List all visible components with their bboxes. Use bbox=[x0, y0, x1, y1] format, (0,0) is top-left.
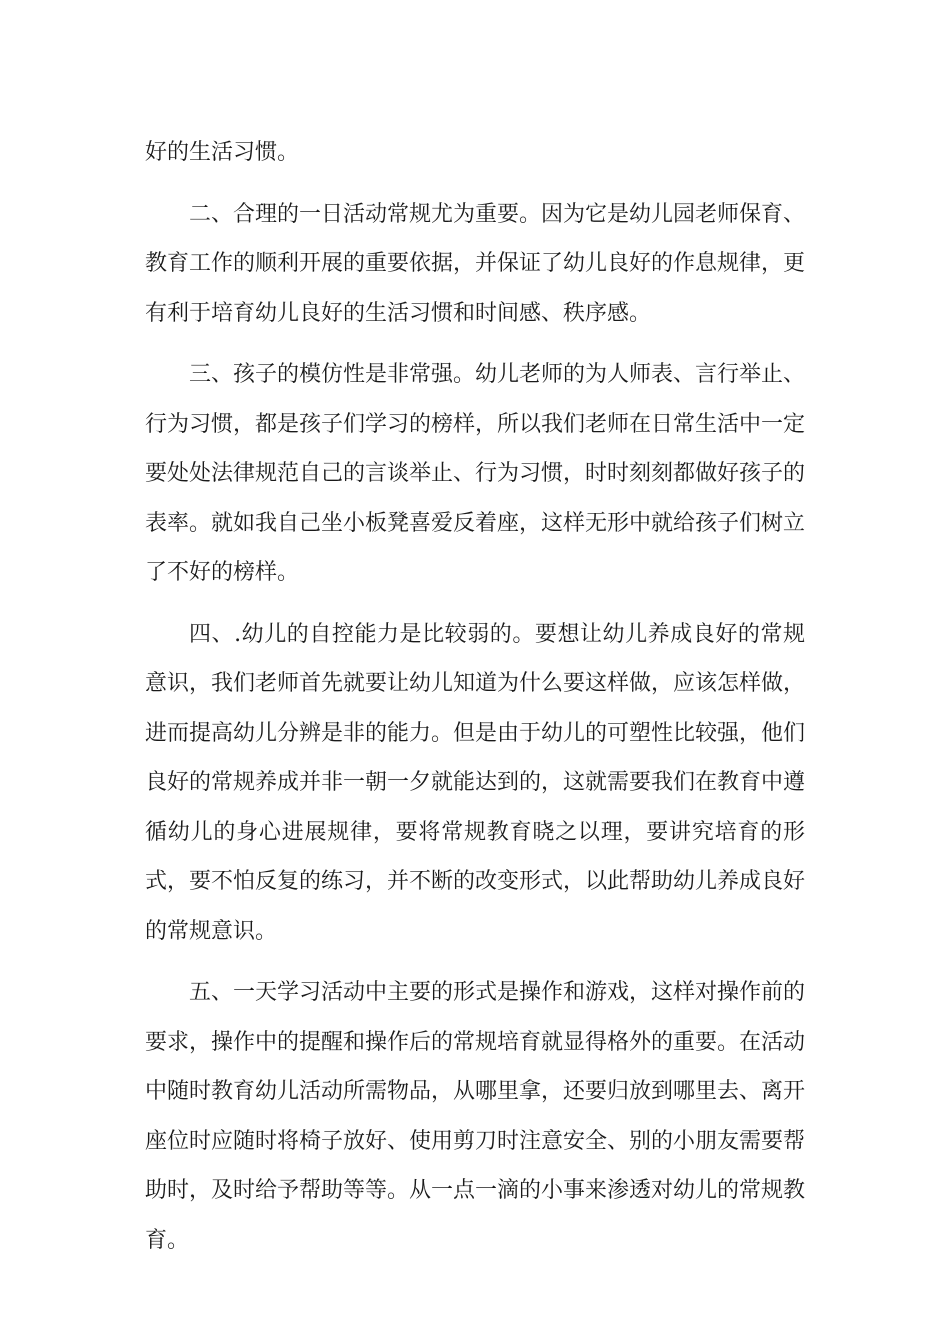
paragraph-continuation: 好的生活习惯。 bbox=[145, 140, 300, 165]
paragraph-item-3: 三、孩子的模仿性是非常强。幼儿老师的为人师表、言行举止、行为习惯，都是孩子们学习的榜样，所以我们老师在日常生活中一定要处处法律规范自己的言谈举止、行为习惯，时时刻刻都做好孩子的表率。就如我自己坐小板凳喜爱反着座，这样无形中就给孩子们树立了不好的榜样。 bbox=[145, 362, 806, 585]
paragraph-item-5: 五、一天学习活动中主要的形式是操作和游戏，这样对操作前的要求，操作中的提醒和操作后的常规培育就显得格外的重要。在活动中随时教育幼儿活动所需物品，从哪里拿，还要归放到哪里去、离开座位时应随时将椅子放好、使用剪刀时注意安全、别的小朋友需要帮助时，及时给予帮助等等。从一点一滴的小事来渗透对幼儿的常规教育。 bbox=[145, 980, 806, 1253]
paragraph-item-4: 四、.幼儿的自控能力是比较弱的。要想让幼儿养成良好的常规意识，我们老师首先就要让幼儿知道为什么要这样做，应该怎样做，进而提高幼儿分辨是非的能力。但是由于幼儿的可塑性比较强，他们良好的常规养成并非一朝一夕就能达到的，这就需要我们在教育中遵循幼儿的身心进展规律，要将常规教育晓之以理，要讲究培育的形式，要不怕反复的练习，并不断的改变形式，以此帮助幼儿养成良好的常规意识。 bbox=[145, 621, 806, 944]
document-body bbox=[145, 128, 805, 1277]
paragraph-item-2: 二、合理的一日活动常规尤为重要。因为它是幼儿园老师保育、教育工作的顺利开展的重要依据，并保证了幼儿良好的作息规律，更有利于培育幼儿良好的生活习惯和时间感、秩序感。 bbox=[145, 201, 806, 326]
